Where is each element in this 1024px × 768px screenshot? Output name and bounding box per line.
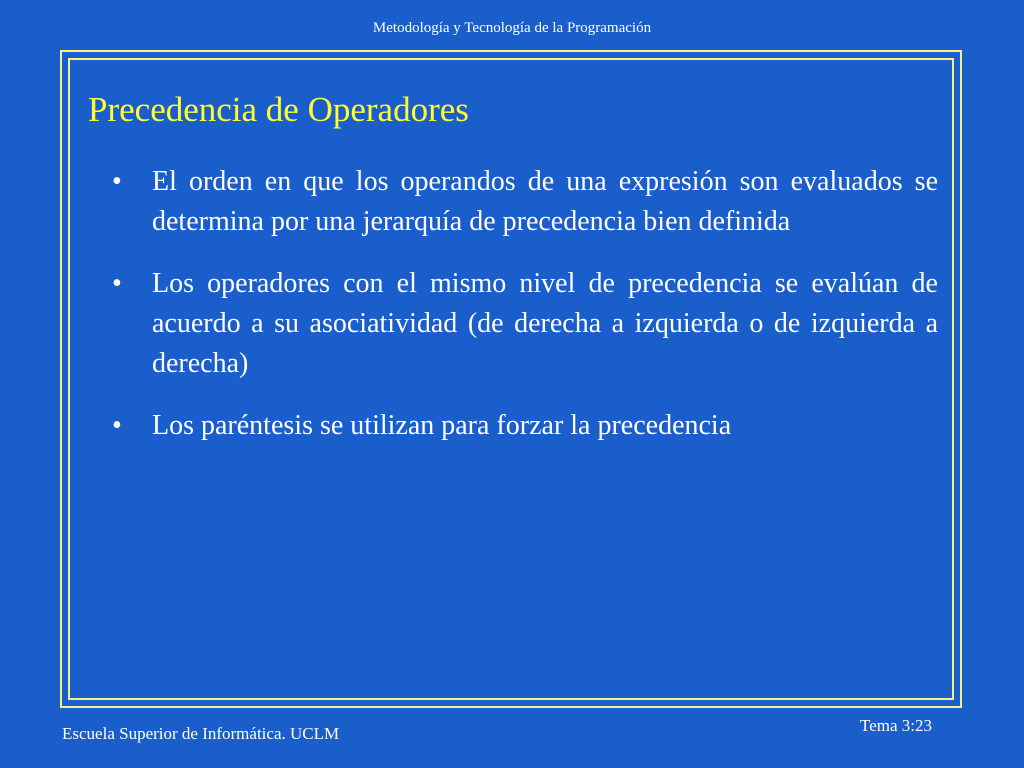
bullet-item xyxy=(106,162,938,242)
bullet-list xyxy=(106,162,938,468)
course-header: Metodología y Tecnología de la Programación xyxy=(372,20,652,36)
footer-school: Escuela Superior de Informática. UCLM xyxy=(62,724,340,743)
slide-title: Precedencia de Operadores xyxy=(88,90,469,129)
bullet-text: Los operadores con el mismo nivel de precedencia se evalúan de acuerdo a su asociatividad (de derecha a izquierda o de izquierda a derecha) xyxy=(152,268,938,379)
bullet-icon: • xyxy=(112,410,122,441)
bullet-text: Los paréntesis se utilizan para forzar la precedencia xyxy=(152,410,732,441)
footer-page-label: Tema 3:23 xyxy=(860,716,932,735)
bullet-item xyxy=(106,264,938,384)
bullet-icon: • xyxy=(112,166,122,197)
bullet-item xyxy=(106,406,938,446)
bullet-icon: • xyxy=(112,268,122,299)
bullet-text: El orden en que los operandos de una expresión son evaluados se determina por una jerarquía de precedencia bien definida xyxy=(152,166,938,237)
